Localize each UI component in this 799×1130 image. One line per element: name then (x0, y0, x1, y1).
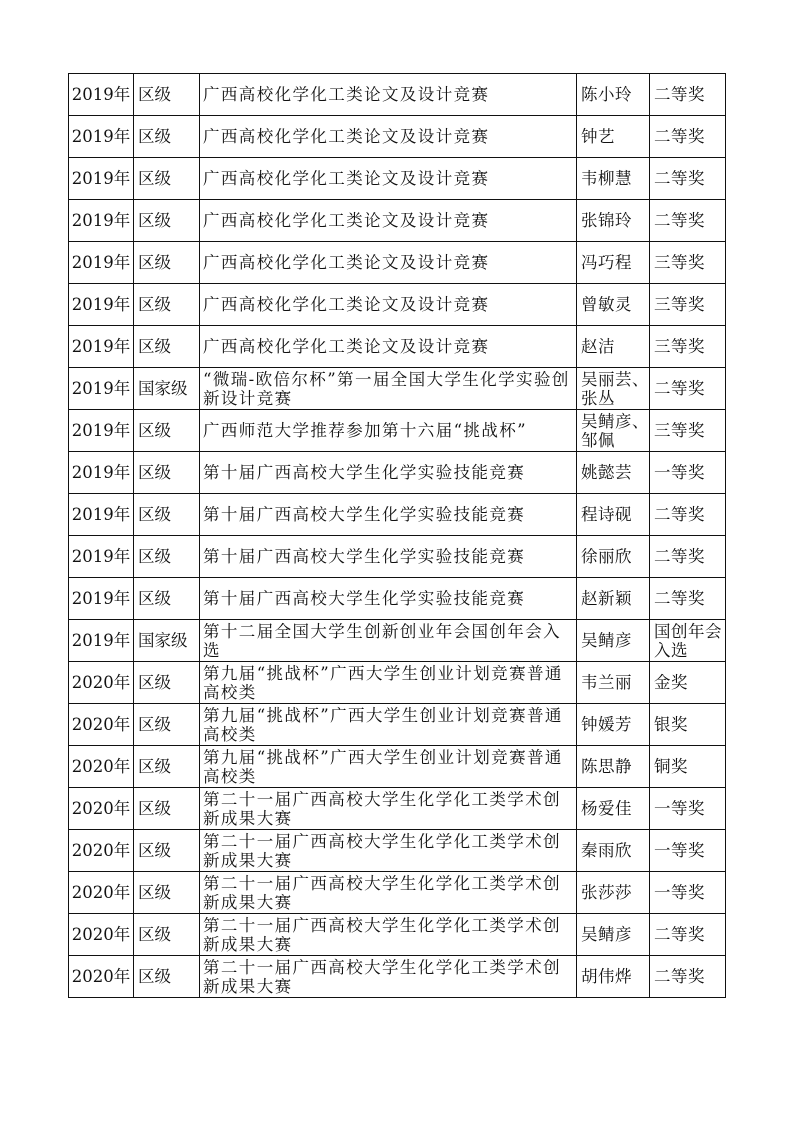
table-row (69, 158, 726, 200)
table-row (69, 620, 726, 662)
awards-table (68, 73, 726, 998)
award-cell: 二等奖 (650, 200, 726, 242)
student-name-cell: 陈思静 (577, 746, 650, 788)
table-row (69, 662, 726, 704)
competition-cell: 广西高校化学化工类论文及设计竞赛 (200, 116, 577, 158)
competition-cell: 第二十一届广西高校大学生化学化工类学术创新成果大赛 (200, 872, 577, 914)
student-name-cell: 陈小玲 (577, 74, 650, 116)
table-row (69, 284, 726, 326)
level-cell: 区级 (134, 410, 200, 452)
year-cell: 2020年 (69, 704, 134, 746)
table-row (69, 578, 726, 620)
level-cell: 国家级 (134, 368, 200, 410)
award-cell: 三等奖 (650, 410, 726, 452)
competition-cell: 第二十一届广西高校大学生化学化工类学术创新成果大赛 (200, 914, 577, 956)
competition-cell: 第九届“挑战杯”广西大学生创业计划竞赛普通高校类 (200, 746, 577, 788)
table-row (69, 200, 726, 242)
table-row (69, 116, 726, 158)
student-name-cell: 钟艺 (577, 116, 650, 158)
award-cell: 二等奖 (650, 74, 726, 116)
student-name-cell: 姚懿芸 (577, 452, 650, 494)
year-cell: 2019年 (69, 326, 134, 368)
student-name-cell: 曾敏灵 (577, 284, 650, 326)
year-cell: 2019年 (69, 410, 134, 452)
level-cell: 区级 (134, 284, 200, 326)
table-row (69, 74, 726, 116)
student-name-cell: 程诗砚 (577, 494, 650, 536)
student-name-cell: 张锦玲 (577, 200, 650, 242)
competition-cell: 广西师范大学推荐参加第十六届“挑战杯” (200, 410, 577, 452)
award-cell: 二等奖 (650, 956, 726, 998)
table-row (69, 872, 726, 914)
year-cell: 2020年 (69, 746, 134, 788)
award-cell: 国创年会入选 (650, 620, 726, 662)
year-cell: 2019年 (69, 494, 134, 536)
competition-cell: 第十届广西高校大学生化学实验技能竞赛 (200, 452, 577, 494)
year-cell: 2019年 (69, 368, 134, 410)
level-cell: 区级 (134, 662, 200, 704)
competition-cell: 第九届“挑战杯”广西大学生创业计划竞赛普通高校类 (200, 704, 577, 746)
year-cell: 2020年 (69, 662, 134, 704)
award-cell: 二等奖 (650, 914, 726, 956)
year-cell: 2020年 (69, 872, 134, 914)
level-cell: 区级 (134, 788, 200, 830)
awards-table-body (69, 74, 726, 998)
table-row (69, 704, 726, 746)
award-cell: 银奖 (650, 704, 726, 746)
level-cell: 区级 (134, 872, 200, 914)
year-cell: 2019年 (69, 536, 134, 578)
award-cell: 二等奖 (650, 158, 726, 200)
student-name-cell: 韦柳慧 (577, 158, 650, 200)
level-cell: 区级 (134, 116, 200, 158)
award-cell: 一等奖 (650, 872, 726, 914)
student-name-cell: 吴丽芸、张丛 (577, 368, 650, 410)
year-cell: 2019年 (69, 578, 134, 620)
student-name-cell: 吴鲭彦、邹佩 (577, 410, 650, 452)
table-row (69, 242, 726, 284)
award-cell: 二等奖 (650, 494, 726, 536)
award-cell: 三等奖 (650, 284, 726, 326)
year-cell: 2019年 (69, 452, 134, 494)
competition-cell: 第九届“挑战杯”广西大学生创业计划竞赛普通高校类 (200, 662, 577, 704)
student-name-cell: 杨爱佳 (577, 788, 650, 830)
student-name-cell: 秦雨欣 (577, 830, 650, 872)
award-cell: 三等奖 (650, 242, 726, 284)
student-name-cell: 韦兰丽 (577, 662, 650, 704)
student-name-cell: 张莎莎 (577, 872, 650, 914)
student-name-cell: 吴鲭彦 (577, 620, 650, 662)
table-row (69, 536, 726, 578)
table-row (69, 956, 726, 998)
level-cell: 区级 (134, 914, 200, 956)
year-cell: 2020年 (69, 914, 134, 956)
competition-cell: 广西高校化学化工类论文及设计竞赛 (200, 74, 577, 116)
award-cell: 一等奖 (650, 830, 726, 872)
student-name-cell: 赵新颖 (577, 578, 650, 620)
level-cell: 区级 (134, 326, 200, 368)
student-name-cell: 徐丽欣 (577, 536, 650, 578)
competition-cell: 第二十一届广西高校大学生化学化工类学术创新成果大赛 (200, 956, 577, 998)
table-row (69, 830, 726, 872)
year-cell: 2019年 (69, 74, 134, 116)
competition-cell: 广西高校化学化工类论文及设计竞赛 (200, 200, 577, 242)
competition-cell: 广西高校化学化工类论文及设计竞赛 (200, 284, 577, 326)
student-name-cell: 冯巧程 (577, 242, 650, 284)
level-cell: 区级 (134, 74, 200, 116)
competition-cell: “微瑞-欧倍尔杯”第一届全国大学生化学实验创新设计竞赛 (200, 368, 577, 410)
competition-cell: 第二十一届广西高校大学生化学化工类学术创新成果大赛 (200, 788, 577, 830)
award-cell: 二等奖 (650, 536, 726, 578)
year-cell: 2019年 (69, 200, 134, 242)
award-cell: 一等奖 (650, 788, 726, 830)
year-cell: 2019年 (69, 116, 134, 158)
award-cell: 铜奖 (650, 746, 726, 788)
table-row (69, 788, 726, 830)
competition-cell: 第十届广西高校大学生化学实验技能竞赛 (200, 494, 577, 536)
year-cell: 2020年 (69, 830, 134, 872)
student-name-cell: 钟媛芳 (577, 704, 650, 746)
competition-cell: 第十二届全国大学生创新创业年会国创年会入选 (200, 620, 577, 662)
year-cell: 2020年 (69, 788, 134, 830)
competition-cell: 第二十一届广西高校大学生化学化工类学术创新成果大赛 (200, 830, 577, 872)
level-cell: 区级 (134, 830, 200, 872)
level-cell: 区级 (134, 704, 200, 746)
competition-cell: 第十届广西高校大学生化学实验技能竞赛 (200, 536, 577, 578)
student-name-cell: 赵洁 (577, 326, 650, 368)
level-cell: 区级 (134, 494, 200, 536)
level-cell: 区级 (134, 746, 200, 788)
competition-cell: 第十届广西高校大学生化学实验技能竞赛 (200, 578, 577, 620)
competition-cell: 广西高校化学化工类论文及设计竞赛 (200, 326, 577, 368)
award-cell: 二等奖 (650, 578, 726, 620)
table-row (69, 326, 726, 368)
year-cell: 2019年 (69, 242, 134, 284)
level-cell: 区级 (134, 242, 200, 284)
year-cell: 2019年 (69, 158, 134, 200)
level-cell: 国家级 (134, 620, 200, 662)
student-name-cell: 胡伟烨 (577, 956, 650, 998)
competition-cell: 广西高校化学化工类论文及设计竞赛 (200, 158, 577, 200)
award-cell: 金奖 (650, 662, 726, 704)
level-cell: 区级 (134, 536, 200, 578)
competition-cell: 广西高校化学化工类论文及设计竞赛 (200, 242, 577, 284)
table-row (69, 410, 726, 452)
level-cell: 区级 (134, 158, 200, 200)
student-name-cell: 吴鲭彦 (577, 914, 650, 956)
award-cell: 二等奖 (650, 368, 726, 410)
level-cell: 区级 (134, 200, 200, 242)
level-cell: 区级 (134, 578, 200, 620)
award-cell: 三等奖 (650, 326, 726, 368)
year-cell: 2020年 (69, 956, 134, 998)
table-row (69, 452, 726, 494)
table-row (69, 494, 726, 536)
year-cell: 2019年 (69, 620, 134, 662)
table-row (69, 368, 726, 410)
award-cell: 一等奖 (650, 452, 726, 494)
table-row (69, 914, 726, 956)
year-cell: 2019年 (69, 284, 134, 326)
table-row (69, 746, 726, 788)
award-cell: 二等奖 (650, 116, 726, 158)
level-cell: 区级 (134, 956, 200, 998)
level-cell: 区级 (134, 452, 200, 494)
